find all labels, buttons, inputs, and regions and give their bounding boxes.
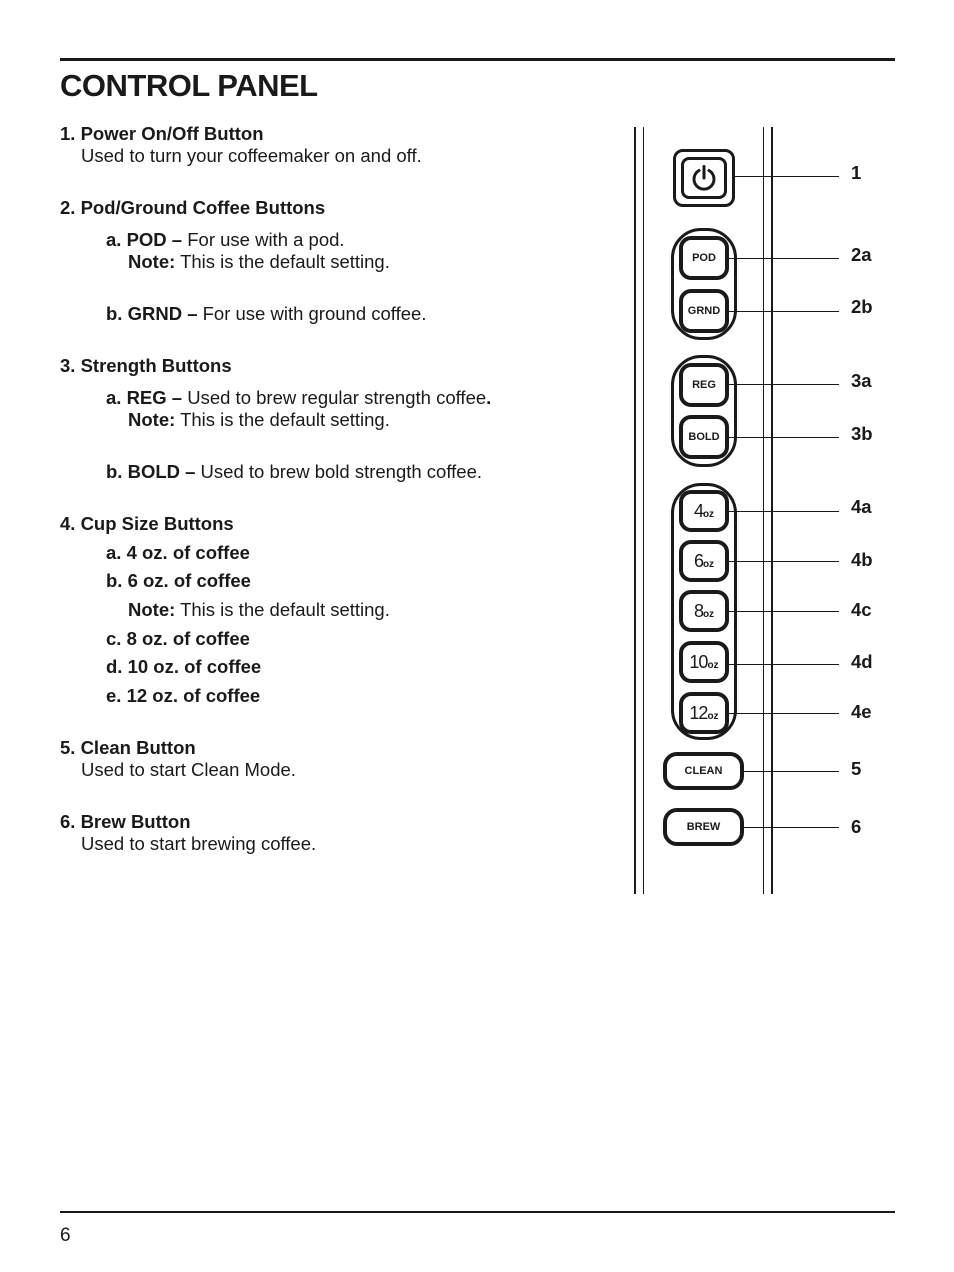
pod-button[interactable]: POD — [679, 236, 729, 280]
cup-size-4oz-button[interactable] — [679, 490, 729, 532]
note-text: This is the default setting. — [175, 599, 390, 620]
clean-button[interactable]: CLEAN — [663, 752, 744, 790]
leader-line-6 — [744, 827, 839, 828]
callout-4d: 4d — [851, 651, 873, 672]
callout-2a: 2a — [851, 244, 872, 265]
section-4e: e. 12 oz. of coffee — [106, 685, 261, 706]
callout-4a: 4a — [851, 496, 872, 517]
section-3a — [106, 387, 491, 409]
section-3b-text: Used to brew bold strength coffee. — [195, 461, 483, 482]
note-label: Note: — [128, 409, 176, 430]
cup-size-unit: oz — [702, 508, 715, 520]
callout-5: 5 — [851, 758, 862, 779]
note-text: This is the default setting. — [175, 409, 390, 430]
panel-edge-left-inner — [643, 127, 644, 894]
cup-size-unit: oz — [702, 608, 715, 620]
leader-line-1 — [735, 176, 839, 177]
cup-size-number: 12 — [689, 702, 708, 723]
section-2b — [106, 303, 426, 325]
cup-size-unit: oz — [702, 558, 715, 570]
note-label: Note: — [128, 599, 176, 620]
section-2a — [106, 229, 345, 251]
callout-4b: 4b — [851, 549, 873, 570]
section-4c: c. 8 oz. of coffee — [106, 628, 250, 649]
section-4b: b. 6 oz. of coffee — [106, 570, 251, 591]
section-6-body: Used to start brewing coffee. — [81, 833, 317, 854]
bottom-rule — [60, 1211, 895, 1213]
cup-size-10oz-button[interactable] — [679, 641, 729, 683]
section-2a-label: a. POD – — [106, 229, 183, 250]
leader-line-5 — [744, 771, 839, 772]
cup-size-8oz-button[interactable] — [679, 590, 729, 632]
section-2a-text: For use with a pod. — [182, 229, 345, 250]
section-4a: a. 4 oz. of coffee — [106, 542, 250, 563]
callout-3b: 3b — [851, 423, 873, 444]
section-5-heading: 5. Clean Button — [60, 737, 196, 758]
section-2b-text: For use with ground coffee. — [197, 303, 427, 324]
callout-3a: 3a — [851, 370, 872, 391]
section-3a-label: a. REG – — [106, 387, 183, 408]
section-2a-note — [128, 251, 390, 273]
leader-line-4e — [729, 713, 839, 714]
reg-button[interactable]: REG — [679, 363, 729, 407]
leader-line-4c — [729, 611, 839, 612]
cup-size-12oz-button[interactable] — [679, 692, 729, 734]
leader-line-4b — [729, 561, 839, 562]
bold-button[interactable]: BOLD — [679, 415, 729, 459]
note-text: This is the default setting. — [175, 251, 390, 272]
callout-2b: 2b — [851, 296, 873, 317]
section-1-body: Used to turn your coffeemaker on and off. — [81, 145, 422, 166]
section-2-heading: 2. Pod/Ground Coffee Buttons — [60, 197, 326, 218]
section-3-heading: 3. Strength Buttons — [60, 355, 232, 376]
section-3b-label: b. BOLD – — [106, 461, 196, 482]
grnd-button[interactable]: GRND — [679, 289, 729, 333]
section-4-heading: 4. Cup Size Buttons — [60, 513, 234, 534]
leader-line-4a — [729, 511, 839, 512]
panel-edge-left — [634, 127, 636, 894]
power-button-inner — [681, 157, 727, 199]
leader-line-3a — [729, 384, 839, 385]
cup-size-unit: oz — [707, 710, 719, 722]
power-icon — [690, 164, 718, 192]
section-3a-text: Used to brew regular strength coffee — [182, 387, 487, 408]
section-3a-period: . — [486, 387, 492, 408]
cup-size-6oz-button[interactable] — [679, 540, 729, 582]
cup-size-number: 4 — [693, 500, 703, 521]
cup-size-number: 8 — [693, 600, 703, 621]
note-label: Note: — [128, 251, 176, 272]
section-4b-note — [128, 599, 390, 621]
cup-size-number: 6 — [693, 550, 703, 571]
section-1-heading: 1. Power On/Off Button — [60, 123, 264, 144]
leader-line-2a — [729, 258, 839, 259]
callout-1: 1 — [851, 162, 862, 183]
top-rule — [60, 58, 895, 61]
section-5-body: Used to start Clean Mode. — [81, 759, 296, 780]
section-3b — [106, 461, 482, 483]
brew-button[interactable]: BREW — [663, 808, 744, 846]
cup-size-number: 10 — [689, 651, 708, 672]
callout-6: 6 — [851, 816, 862, 837]
section-4d: d. 10 oz. of coffee — [106, 656, 262, 677]
leader-line-2b — [729, 311, 839, 312]
leader-line-3b — [729, 437, 839, 438]
page-number: 6 — [60, 1225, 71, 1246]
callout-4c: 4c — [851, 599, 872, 620]
section-3a-note — [128, 409, 390, 431]
leader-line-4d — [729, 664, 839, 665]
section-6-heading: 6. Brew Button — [60, 811, 191, 832]
cup-size-unit: oz — [707, 659, 719, 671]
page-title: CONTROL PANEL — [60, 68, 318, 103]
power-button[interactable] — [673, 149, 735, 207]
callout-4e: 4e — [851, 701, 872, 722]
section-2b-label: b. GRND – — [106, 303, 198, 324]
